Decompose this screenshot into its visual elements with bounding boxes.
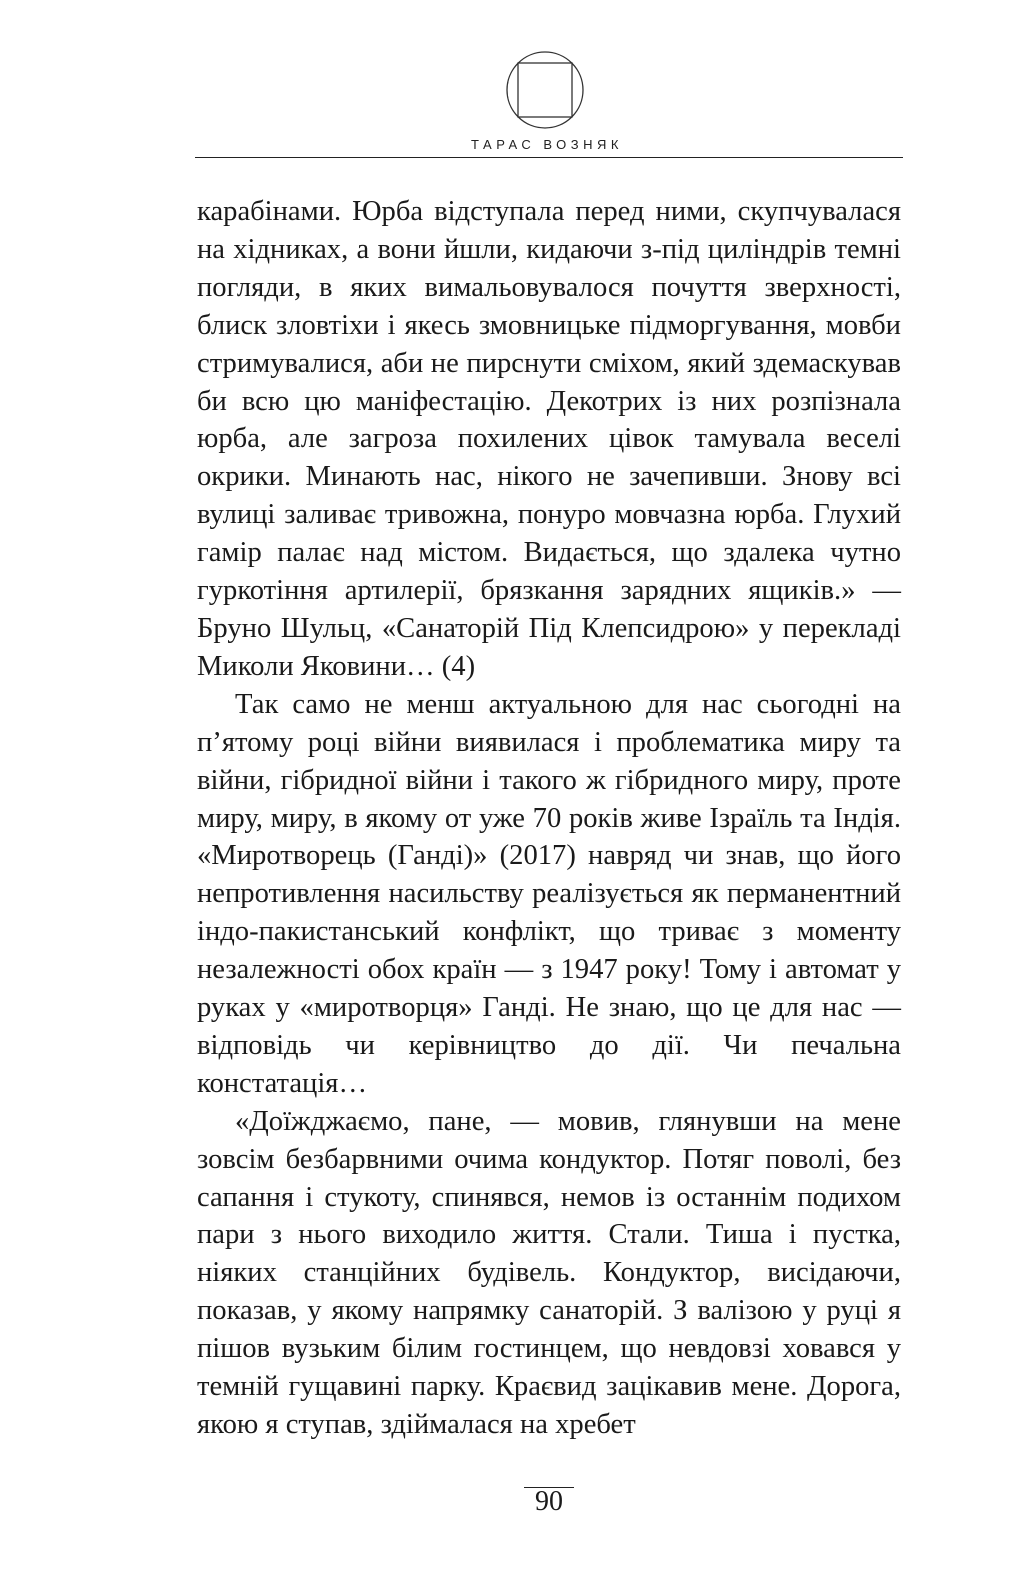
- header-rule: [195, 157, 903, 158]
- body-text: [197, 193, 901, 1444]
- paragraph-3: «Доїжджаємо, пане, — мовив, глянувши на мене зовсім безбарвними очима кондуктор. Потяг поволі, без сапання і стукоту, спинявся, немов із останнім подихом пари з нього виходило життя. Стали. Тиша і пустка, ніяких станційних будівель. Кондуктор, висідаючи, показав, у якому напрямку санаторій. З валізою у руці я пішов вузьким білим гостинцем, що невдовзі ховався у темній гущавині парку. Краєвид зацікавив мене. Дорога, якою я ступав, здіймалася на хребет: [197, 1105, 901, 1440]
- paragraph-2: Так само не менш актуальною для нас сьогодні на п’ятому році війни виявилася і проблематика миру та війни, гібридної війни і такого ж гібридного миру, проте миру, миру, в якому от уже 70 років живе Ізраїль та Індія. «Миротворець (Ганді)» (2017) навряд чи знав, що його непротивлення насильству реалізується як перманентний індо-пакистанський конфлікт, що триває з моменту незалежності обох країн — з 1947 року! Тому і автомат у руках у «миротворця» Ганді. Не знаю, що це для нас — відповідь чи керівництво до дії. Чи печальна констатація…: [197, 688, 901, 1099]
- paragraph-1: карабінами. Юрба відступала перед ними, скупчувалася на хідниках, а вони йшли, кидаючи з-під циліндрів темні погляди, в яких вимальовувалося почуття зверхності, блиск зловтіхи і якесь змовницьке підморгування, мовби стримувалися, аби не пирснути сміхом, який здемаскував би всю цю маніфестацію. Декотрих із них розпізнала юрба, але загроза похилених цівок тамувала веселі окрики. Минають нас, нікого не зачепивши. Знову всі вулиці заливає тривожна, понуро мовчазна юрба. Глухий гамір палає над містом. Видається, що здалека чутно гуркотіння артилерії, брязкання зарядних ящиків.» — Бруно Шульц, «Санаторій Під Клепсидрою» у перекладі Миколи Яковини… (4): [197, 196, 901, 682]
- running-head: ТАРАС ВОЗНЯК: [471, 137, 623, 152]
- circle-square-emblem-icon: [505, 50, 585, 130]
- page-number: 90: [535, 1486, 563, 1517]
